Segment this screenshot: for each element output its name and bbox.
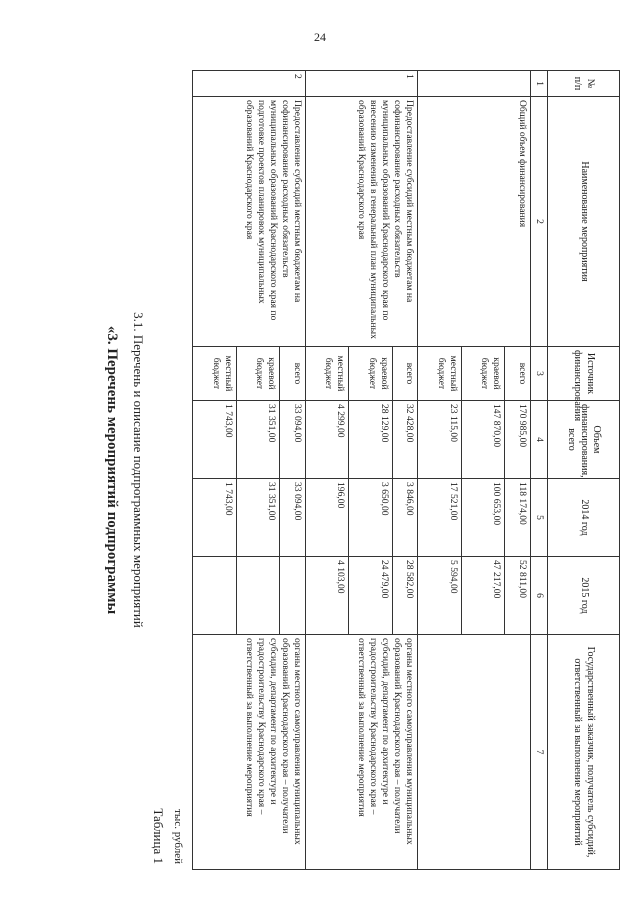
rotated-sheet: [60, 70, 620, 870]
row-2015: 24 479,00: [349, 557, 393, 635]
row-2014: 17 521,00: [418, 479, 462, 557]
row-num: [418, 71, 531, 97]
row-2014: 3 650,00: [349, 479, 393, 557]
row-2015: 28 582,00: [392, 557, 418, 635]
row-2014: 1 743,00: [193, 479, 237, 557]
row-customer: органы местного самоуправления муниципальных образований Краснодарского края – получатели субсидий, департамент по архитектуре и градостроительству Краснодарского края – ответственный за выполнение мероприятия: [305, 635, 418, 870]
row-volume: 23 115,00: [418, 401, 462, 479]
row-2014: 118 174,00: [505, 479, 531, 557]
row-volume: 4 299,00: [305, 401, 349, 479]
col-number: 6: [531, 557, 548, 635]
row-source: местный бюджет: [305, 347, 349, 401]
row-name: Предоставление субсидий местным бюджетам на софинансирование расходных обязательств муниципальных образований Краснодарского края по подготовке проектов планировок муниципальных образований Краснодарского края: [193, 97, 306, 347]
row-source: местный бюджет: [193, 347, 237, 401]
column-numbers-row: [531, 71, 548, 870]
row-customer: органы местного самоуправления муниципальных образований Краснодарского края – получатели субсидии, департамент по архитектуре и градостроительству Краснодарского края – ответственный за выполнение мероприятия: [193, 635, 306, 870]
col-number: 7: [531, 635, 548, 870]
section-title: «3. Перечень мероприятий подпрограммы: [104, 325, 120, 615]
page-number: 24: [314, 30, 326, 44]
col-number: 2: [531, 97, 548, 347]
row-2014: 31 351,00: [236, 479, 280, 557]
row-2015: 47 217,00: [461, 557, 505, 635]
row-2015: 5 594,00: [418, 557, 462, 635]
col-number: 1: [531, 71, 548, 97]
row-2014: 33 094,00: [280, 479, 306, 557]
row-source: всего: [505, 347, 531, 401]
row-2015: [193, 557, 237, 635]
row-source: краевой бюджет: [349, 347, 393, 401]
row-2015: 4 103,00: [305, 557, 349, 635]
row-2015: [280, 557, 306, 635]
header-source: Источник финансирования: [548, 347, 620, 401]
row-volume: 147 870,00: [461, 401, 505, 479]
table-row: [505, 71, 531, 870]
row-volume: 28 129,00: [349, 401, 393, 479]
header-volume: Объем финансирования, всего: [548, 401, 620, 479]
row-name: Предоставление субсидий местным бюджетам на софинансирование расходных обязательств муниципальных образований Краснодарского края по внесению изменений в генеральный план муниципальных образований Краснодарского края: [305, 97, 418, 347]
row-2015: [236, 557, 280, 635]
measures-table: [192, 70, 620, 870]
header-customer: Государственный заказчик, получатель субсидий, ответственный за выполнение мероприятий: [548, 635, 620, 870]
row-volume: 1 743,00: [193, 401, 237, 479]
row-volume: 31 351,00: [236, 401, 280, 479]
row-source: краевой бюджет: [461, 347, 505, 401]
row-2015: 52 811,00: [505, 557, 531, 635]
row-2014: 3 846,00: [392, 479, 418, 557]
row-source: местный бюджет: [418, 347, 462, 401]
col-number: 4: [531, 401, 548, 479]
table-row: [280, 71, 306, 870]
header-2015: 2015 год: [548, 557, 620, 635]
row-volume: 170 985,00: [505, 401, 531, 479]
row-source: краевой бюджет: [236, 347, 280, 401]
row-source: всего: [392, 347, 418, 401]
row-num: 1: [305, 71, 418, 97]
table-row: [392, 71, 418, 870]
row-volume: 33 094,00: [280, 401, 306, 479]
table-label: Таблица 1: [151, 808, 166, 864]
header-num: № п/п: [548, 71, 620, 97]
col-number: 3: [531, 347, 548, 401]
row-2014: 100 653,00: [461, 479, 505, 557]
row-volume: 32 428,00: [392, 401, 418, 479]
row-source: всего: [280, 347, 306, 401]
units-label: тыс. рублей: [172, 809, 184, 864]
row-num: 2: [193, 71, 306, 97]
col-number: 5: [531, 479, 548, 557]
row-name: Общий объем финансирования: [418, 97, 531, 347]
subsection-title: 3.1. Перечень и описание подпрограммных мероприятий: [131, 312, 146, 628]
header-2014: 2014 год: [548, 479, 620, 557]
row-customer: [418, 635, 531, 870]
header-name: Наименование мероприятия: [548, 97, 620, 347]
row-2014: 196,00: [305, 479, 349, 557]
